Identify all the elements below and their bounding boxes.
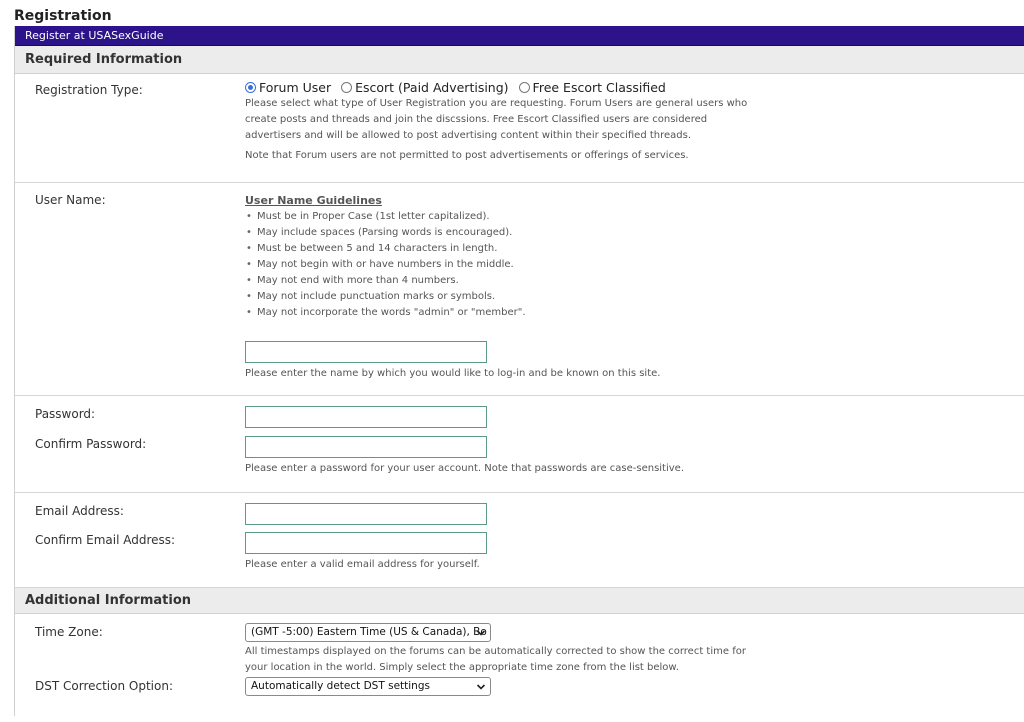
guideline-item: • May include spaces (Parsing words is encouraged). xyxy=(245,225,526,241)
password-help: Please enter a password for your user account. Note that passwords are case-sensitive. xyxy=(245,463,685,474)
radio-escort[interactable] xyxy=(341,80,508,95)
registration-type-row xyxy=(15,74,1024,183)
chevron-down-icon xyxy=(476,628,486,638)
timezone-help-line: All timestamps displayed on the forums can be automatically corrected to show the correct time for xyxy=(245,646,746,657)
confirm-email-label: Confirm Email Address: xyxy=(35,533,176,547)
email-field-wrap xyxy=(245,502,487,525)
password-input[interactable] xyxy=(245,406,487,428)
radio-forum-user[interactable] xyxy=(245,80,331,95)
password-field-wrap xyxy=(245,405,487,428)
page-title: Registration xyxy=(14,8,112,24)
timezone-label: Time Zone: xyxy=(35,625,103,639)
guideline-item: • May not incorporate the words "admin" or "member". xyxy=(245,305,526,321)
radio-free-escort-classified-input[interactable] xyxy=(519,82,530,93)
registration-type-label: Registration Type: xyxy=(35,83,143,97)
username-field-wrap xyxy=(245,340,660,382)
timezone-wrap xyxy=(245,623,746,676)
username-guidelines xyxy=(245,194,526,321)
email-label: Email Address: xyxy=(35,504,124,518)
panel-header: Register at USASexGuide xyxy=(15,26,1024,46)
registration-type-desc-line: create posts and threads and join the discssions. Free Escort Classified users are considered xyxy=(245,114,708,125)
radio-escort-input[interactable] xyxy=(341,82,352,93)
confirm-email-field-wrap xyxy=(245,531,487,573)
confirm-email-input[interactable] xyxy=(245,532,487,554)
guideline-item: • Must be in Proper Case (1st letter capitalized). xyxy=(245,209,526,225)
guideline-item: • May not include punctuation marks or symbols. xyxy=(245,289,526,305)
confirm-password-input[interactable] xyxy=(245,436,487,458)
registration-panel xyxy=(14,26,1024,716)
timezone-help-line: your location in the world. Simply select the appropriate time zone from the list below. xyxy=(245,662,679,673)
password-row xyxy=(15,396,1024,493)
dst-wrap xyxy=(245,677,491,696)
confirm-password-label: Confirm Password: xyxy=(35,437,147,451)
timezone-selected-value: (GMT -5:00) Eastern Time (US & Canada), Bo xyxy=(251,626,487,638)
username-guidelines-list xyxy=(245,209,526,321)
username-guidelines-title: User Name Guidelines xyxy=(245,194,382,207)
chevron-down-icon xyxy=(476,682,486,692)
timezone-help xyxy=(245,644,746,676)
registration-type-radio-group xyxy=(245,80,747,95)
radio-forum-user-input[interactable] xyxy=(245,82,256,93)
username-help: Please enter the name by which you would like to log-in and be known on this site. xyxy=(245,368,661,379)
registration-type-description xyxy=(245,96,747,144)
registration-type-desc-line: Please select what type of User Registration you are requesting. Forum Users are general users who xyxy=(245,98,748,109)
guideline-item: • May not begin with or have numbers in the middle. xyxy=(245,257,526,273)
radio-free-escort-classified-label[interactable]: Free Escort Classified xyxy=(532,80,666,95)
section-required-header: Required Information xyxy=(15,46,1024,74)
email-input[interactable] xyxy=(245,503,487,525)
dst-label: DST Correction Option: xyxy=(35,679,173,693)
registration-type-desc-line: advertisers and will be allowed to post advertising content within their specified threads. xyxy=(245,130,692,141)
section-additional-header: Additional Information xyxy=(15,588,1024,614)
password-label: Password: xyxy=(35,407,96,421)
timezone-row xyxy=(15,614,1024,708)
guideline-item: • May not end with more than 4 numbers. xyxy=(245,273,526,289)
username-label: User Name: xyxy=(35,193,106,207)
dst-selected-value: Automatically detect DST settings xyxy=(251,680,430,692)
email-help: Please enter a valid email address for yourself. xyxy=(245,559,480,570)
timezone-select[interactable] xyxy=(245,623,491,642)
dst-select[interactable] xyxy=(245,677,491,696)
email-row xyxy=(15,493,1024,588)
confirm-password-field-wrap xyxy=(245,435,684,477)
registration-type-note: Note that Forum users are not permitted to post advertisements or offerings of services. xyxy=(245,150,689,161)
username-row xyxy=(15,183,1024,396)
radio-free-escort-classified[interactable] xyxy=(519,80,666,95)
guideline-item: • Must be between 5 and 14 characters in length. xyxy=(245,241,526,257)
radio-forum-user-label[interactable]: Forum User xyxy=(259,80,332,95)
radio-escort-label[interactable]: Escort (Paid Advertising) xyxy=(355,80,509,95)
registration-type-controls xyxy=(245,80,747,164)
username-input[interactable] xyxy=(245,341,487,363)
